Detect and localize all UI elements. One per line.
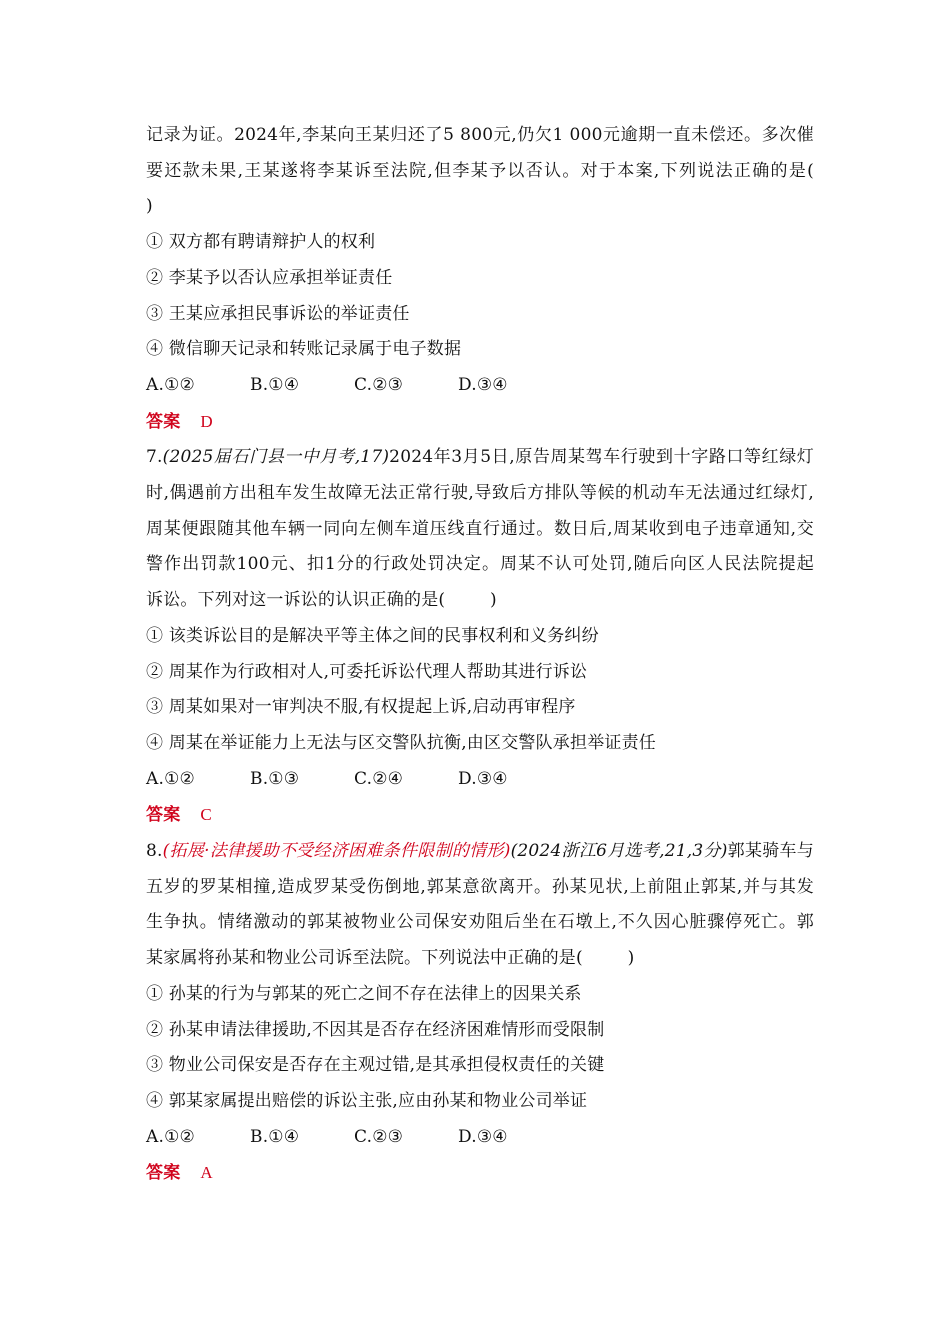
q7-stem-line: 诉讼。下列对这一诉讼的认识正确的是( ) bbox=[146, 590, 497, 611]
q7-statement: ③ 周某如果对一审判决不服,有权提起上诉,启动再审程序 bbox=[146, 697, 576, 718]
option-c: C.②④ bbox=[354, 768, 404, 789]
q8-source: (2024浙江6月选考,21,3分) bbox=[510, 841, 728, 862]
q7-statement: ② 周某作为行政相对人,可委托诉讼代理人帮助其进行诉讼 bbox=[146, 661, 588, 682]
option-a: A.①② bbox=[146, 374, 195, 395]
q8-statement: ② 孙某申请法律援助,不因其是否存在经济困难情形而受限制 bbox=[146, 1019, 605, 1040]
q7-stem-line: 警作出罚款100元、扣1分的行政处罚决定。周某不认可处罚,随后向区人民法院提起 bbox=[146, 554, 814, 575]
answer-label: 答案 bbox=[146, 805, 181, 826]
q7-source: (2025届石门县一中月考,17) bbox=[162, 447, 390, 468]
q7-statement: ④ 周某在举证能力上无法与区交警队抗衡,由区交警队承担举证责任 bbox=[146, 732, 657, 753]
q8-tag: (拓展·法律援助不受经济困难条件限制的情形) bbox=[162, 841, 511, 862]
q6-statement: ① 双方都有聘请辩护人的权利 bbox=[146, 232, 376, 253]
q8-statement: ④ 郭某家属提出赔偿的诉讼主张,应由孙某和物业公司举证 bbox=[146, 1090, 588, 1111]
answer-value: C bbox=[200, 805, 212, 825]
q6-statement: ④ 微信聊天记录和转账记录属于电子数据 bbox=[146, 339, 462, 360]
q8-stem-line: 五岁的罗某相撞,造成罗某受伤倒地,郭某意欲离开。孙某见状,上前阻止郭某,并与其发 bbox=[146, 876, 814, 897]
q7-statement: ① 该类诉讼目的是解决平等主体之间的民事权利和义务纠纷 bbox=[146, 625, 599, 646]
option-c: C.②③ bbox=[354, 374, 404, 395]
option-d: D.③④ bbox=[458, 1126, 508, 1147]
q6-options bbox=[146, 368, 814, 404]
question-6 bbox=[146, 118, 814, 440]
option-b: B.①④ bbox=[250, 1126, 300, 1147]
q8-answer bbox=[146, 1155, 814, 1192]
answer-label: 答案 bbox=[146, 1163, 181, 1184]
q8-stem-line: 生争执。情绪激动的郭某被物业公司保安劝阻后坐在石墩上,不久因心脏骤停死亡。郭 bbox=[146, 912, 814, 933]
q6-stem-line: 记录为证。2024年,李某向王某归还了5 800元,仍欠1 000元逾期一直未偿还。多次催 bbox=[146, 125, 814, 145]
option-a: A.①② bbox=[146, 768, 195, 789]
option-d: D.③④ bbox=[458, 768, 508, 789]
answer-label: 答案 bbox=[146, 411, 181, 432]
q6-answer bbox=[146, 404, 814, 441]
q6-statement: ② 李某予以否认应承担举证责任 bbox=[146, 267, 393, 288]
question-7 bbox=[146, 440, 814, 834]
option-a: A.①② bbox=[146, 1126, 195, 1147]
q7-stem-line: 周某便跟随其他车辆一同向左侧车道压线直行通过。数日后,周某收到电子违章通知,交 bbox=[146, 518, 814, 539]
option-d: D.③④ bbox=[458, 374, 508, 395]
option-b: B.①④ bbox=[250, 374, 300, 395]
option-b: B.①③ bbox=[250, 768, 300, 789]
q8-options bbox=[146, 1120, 814, 1156]
answer-value: A bbox=[200, 1163, 213, 1183]
q7-stem-line bbox=[146, 440, 814, 476]
q8-stem-line: 某家属将孙某和物业公司诉至法院。下列说法中正确的是( ) bbox=[146, 948, 635, 969]
document-page bbox=[146, 118, 814, 1192]
q6-stem-line: 要还款未果,王某遂将李某诉至法院,但李某予以否认。对于本案,下列说法正确的是( bbox=[146, 160, 814, 181]
q6-stem-line: ) bbox=[146, 196, 153, 217]
q8-number: 8. bbox=[146, 841, 163, 862]
q8-statement: ③ 物业公司保安是否存在主观过错,是其承担侵权责任的关键 bbox=[146, 1055, 605, 1076]
q8-statement: ① 孙某的行为与郭某的死亡之间不存在法律上的因果关系 bbox=[146, 983, 582, 1004]
option-c: C.②③ bbox=[354, 1126, 404, 1147]
answer-value: D bbox=[200, 411, 213, 431]
q8-stem-text: 郭某骑车与 bbox=[727, 841, 815, 862]
q6-statement: ③ 王某应承担民事诉讼的举证责任 bbox=[146, 303, 410, 324]
question-8 bbox=[146, 834, 814, 1192]
q7-stem-line: 时,偶遇前方出租车发生故障无法正常行驶,导致后方排队等候的机动车无法通过红绿灯, bbox=[146, 483, 814, 504]
q7-stem-text: 2024年3月5日,原告周某驾车行驶到十字路口等红绿灯 bbox=[389, 447, 815, 468]
q7-number: 7. bbox=[146, 447, 163, 468]
q8-stem-line bbox=[146, 834, 814, 870]
q7-answer bbox=[146, 797, 814, 834]
q7-options bbox=[146, 762, 814, 798]
